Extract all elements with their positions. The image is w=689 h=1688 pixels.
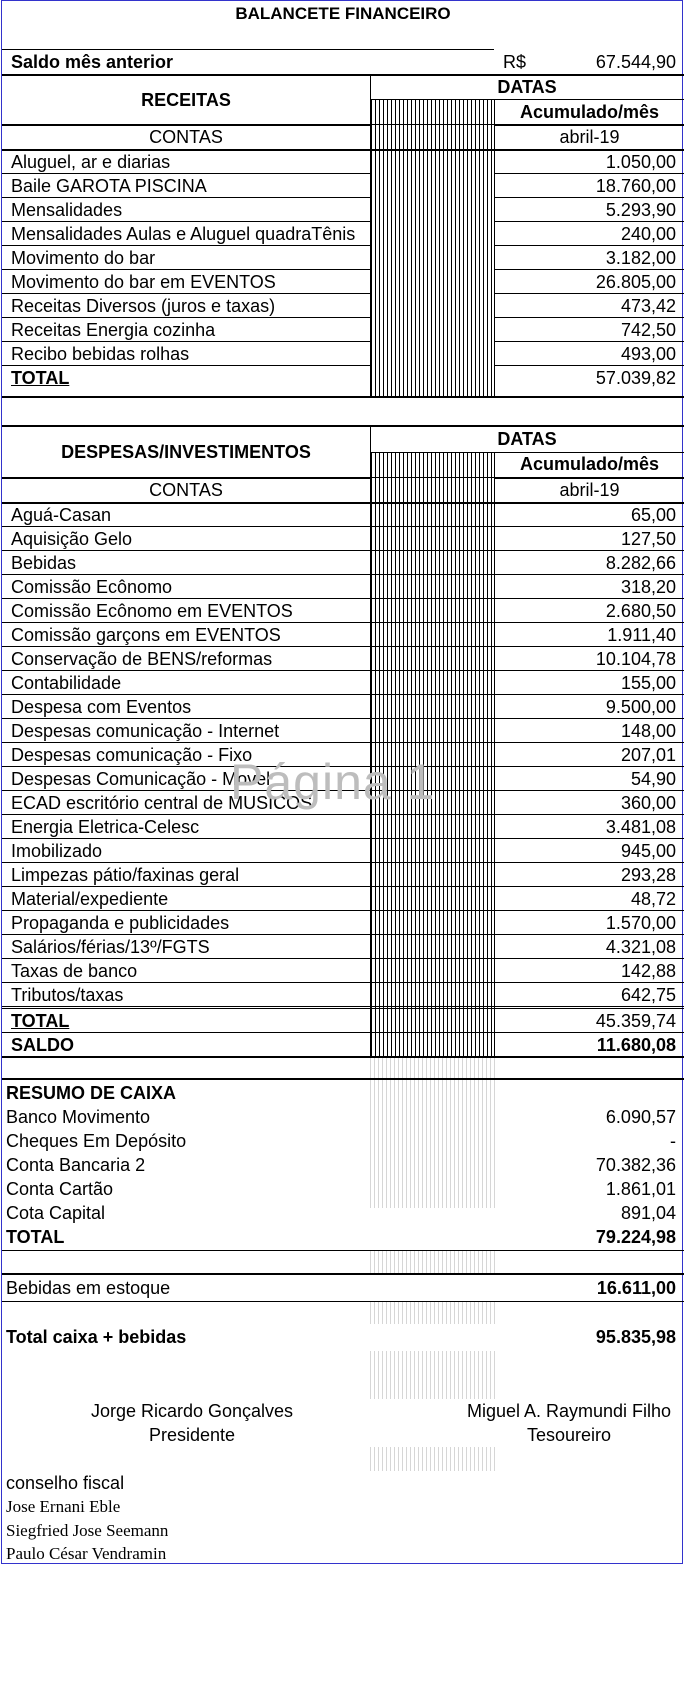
despesas-total-row [2, 1009, 684, 1033]
despesa-item-label: Comissão garçons em EVENTOS [11, 624, 281, 645]
despesa-item-row [2, 863, 684, 887]
despesa-item-row [2, 839, 684, 863]
receitas-month: abril-19 [559, 126, 620, 147]
despesa-item-value: 207,01 [620, 744, 676, 765]
estoque-row [2, 1276, 684, 1300]
receita-item-row [2, 174, 684, 198]
despesa-item-row [2, 935, 684, 959]
resumo-heading: RESUMO DE CAIXA [6, 1082, 177, 1103]
despesa-item-label: Aquisição Gelo [11, 528, 133, 549]
despesa-item-value: 65,00 [630, 504, 676, 525]
resumo-item-value: 6.090,57 [605, 1106, 676, 1127]
saldo-row [2, 1033, 684, 1057]
despesas-total-value: 45.359,74 [595, 1010, 676, 1031]
receita-item-label: Aluguel, ar e diarias [11, 151, 171, 172]
receita-item-label: Movimento do bar em EVENTOS [11, 271, 276, 292]
receita-item-row [2, 318, 684, 342]
despesas-month: abril-19 [559, 479, 620, 500]
resumo-total-row [2, 1225, 684, 1249]
despesa-item-value: 3.481,08 [605, 816, 676, 837]
despesa-item-label: Despesas Comunicação - Movel [11, 768, 271, 789]
receita-item-value: 473,42 [620, 295, 676, 316]
receitas-acumulado-label: Acumulado/mês [519, 102, 660, 122]
despesa-item-value: 642,75 [620, 984, 676, 1005]
saldo-anterior-value: 67.544,90 [595, 52, 676, 72]
despesa-item-row [2, 887, 684, 911]
despesa-item-value: 4.321,08 [605, 936, 676, 957]
despesa-item-label: Bebidas [11, 552, 77, 573]
despesa-item-value: 945,00 [620, 840, 676, 861]
despesa-item-row [2, 695, 684, 719]
receita-item-value: 240,00 [620, 223, 676, 244]
despesa-item-value: 48,72 [630, 888, 676, 909]
despesa-item-label: ECAD escritório central de MUSICOS [11, 792, 313, 813]
despesa-item-value: 1.570,00 [605, 912, 676, 933]
despesa-item-row [2, 671, 684, 695]
despesas-total-label: TOTAL [11, 1010, 70, 1031]
currency-label: R$ [503, 52, 527, 72]
despesa-item-row [2, 551, 684, 575]
despesa-item-value: 9.500,00 [605, 696, 676, 717]
despesa-item-value: 318,20 [620, 576, 676, 597]
estoque-value: 16.611,00 [596, 1277, 676, 1298]
despesa-item-label: Comissão Ecônomo em EVENTOS [11, 600, 293, 621]
despesa-item-label: Energia Eletrica-Celesc [11, 816, 200, 837]
page-watermark: Página 1 [230, 754, 436, 810]
despesa-item-label: Limpezas pátio/faxinas geral [11, 864, 240, 885]
receita-item-row [2, 270, 684, 294]
despesa-item-label: Material/expediente [11, 888, 169, 909]
receita-item-value: 26.805,00 [595, 271, 676, 292]
despesa-item-value: 293,28 [620, 864, 676, 885]
despesa-item-row [2, 719, 684, 743]
receitas-total-value: 57.039,82 [595, 367, 676, 388]
signature-roles-row [2, 1423, 684, 1447]
receita-item-row [2, 150, 684, 174]
resumo-item-value: - [670, 1130, 676, 1151]
receitas-contas-row [2, 125, 684, 149]
despesa-item-label: Aguá-Casan [11, 504, 112, 525]
despesa-item-value: 148,00 [620, 720, 676, 741]
despesa-item-row [2, 911, 684, 935]
president-name: Jorge Ricardo Gonçalves [90, 1400, 294, 1421]
despesa-item-value: 155,00 [620, 672, 676, 693]
treasurer-name: Miguel A. Raymundi Filho [466, 1400, 672, 1421]
resumo-item-value: 70.382,36 [595, 1154, 676, 1175]
receitas-total-label: TOTAL [11, 367, 70, 388]
president-role: Presidente [148, 1424, 236, 1445]
receita-item-row [2, 222, 684, 246]
despesa-item-row [2, 503, 684, 527]
despesa-item-row [2, 575, 684, 599]
treasurer-role: Tesoureiro [526, 1424, 612, 1445]
balance-sheet [1, 0, 683, 1564]
despesa-item-label: Despesas comunicação - Internet [11, 720, 280, 741]
receita-item-label: Receitas Diversos (juros e taxas) [11, 295, 276, 316]
receita-item-row [2, 198, 684, 222]
despesa-item-label: Taxas de banco [11, 960, 138, 981]
conselho-member-row [2, 1519, 684, 1543]
despesa-item-label: Imobilizado [11, 840, 103, 861]
receita-item-row [2, 294, 684, 318]
despesas-acumulado-label: Acumulado/mês [519, 454, 660, 474]
receita-item-label: Recibo bebidas rolhas [11, 343, 190, 364]
receita-item-row [2, 342, 684, 366]
receita-item-value: 18.760,00 [595, 175, 676, 196]
despesa-item-row [2, 623, 684, 647]
resumo-item-label: Conta Bancaria 2 [6, 1154, 146, 1175]
conselho-member: Jose Ernani Eble [6, 1497, 121, 1516]
resumo-item-value: 891,04 [620, 1202, 676, 1223]
total-caixa-row [2, 1324, 684, 1350]
resumo-total-value: 79.224,98 [595, 1226, 676, 1247]
despesa-item-row [2, 815, 684, 839]
receita-item-value: 1.050,00 [605, 151, 676, 172]
resumo-item-row [2, 1177, 684, 1201]
despesas-heading: DESPESAS/INVESTIMENTOS [61, 441, 311, 462]
despesa-item-row [2, 647, 684, 671]
saldo-label: SALDO [11, 1034, 74, 1055]
conselho-member: Siegfried Jose Seemann [6, 1521, 169, 1540]
receita-item-value: 742,50 [620, 319, 676, 340]
title-row [2, 1, 684, 27]
despesa-item-value: 1.911,40 [607, 624, 676, 645]
despesa-item-value: 142,88 [620, 960, 676, 981]
receita-item-value: 5.293,90 [605, 199, 676, 220]
conselho-member-row [2, 1495, 684, 1519]
receita-item-label: Receitas Energia cozinha [11, 319, 216, 340]
receitas-header [2, 75, 684, 125]
receita-item-value: 3.182,00 [605, 247, 676, 268]
despesa-item-value: 8.282,66 [605, 552, 676, 573]
despesa-item-label: Salários/férias/13º/FGTS [11, 936, 210, 957]
page-title: BALANCETE FINANCEIRO [235, 4, 451, 23]
total-caixa-value: 95.835,98 [595, 1326, 676, 1347]
despesa-item-label: Propaganda e publicidades [11, 912, 230, 933]
despesa-item-value: 2.680,50 [605, 600, 676, 621]
receita-item-row [2, 246, 684, 270]
despesa-item-label: Contabilidade [11, 672, 122, 693]
despesa-item-row [2, 983, 684, 1007]
conselho-heading: conselho fiscal [6, 1472, 125, 1493]
despesa-item-value: 360,00 [620, 792, 676, 813]
resumo-item-label: Cheques Em Depósito [6, 1130, 187, 1151]
despesas-datas-label: DATAS [497, 429, 557, 449]
despesa-item-label: Conservação de BENS/reformas [11, 648, 273, 669]
despesa-item-label: Despesas comunicação - Fixo [11, 744, 253, 765]
despesas-contas-row [2, 478, 684, 502]
receitas-contas-label: CONTAS [149, 126, 223, 147]
despesa-item-value: 54,90 [630, 768, 676, 789]
saldo-anterior-label: Saldo mês anterior [11, 52, 174, 72]
resumo-item-row [2, 1153, 684, 1177]
receita-item-label: Movimento do bar [11, 247, 156, 268]
receitas-total-row [2, 366, 684, 390]
despesa-item-label: Despesa com Eventos [11, 696, 192, 717]
resumo-item-label: Conta Cartão [6, 1178, 114, 1199]
receita-item-label: Mensalidades Aulas e Aluguel quadraTênis [11, 223, 356, 244]
estoque-label: Bebidas em estoque [6, 1277, 171, 1298]
despesa-item-value: 10.104,78 [595, 648, 676, 669]
resumo-total-label: TOTAL [6, 1226, 65, 1247]
receitas-datas-label: DATAS [497, 77, 557, 97]
conselho-member: Paulo César Vendramin [6, 1544, 167, 1563]
resumo-item-row [2, 1201, 684, 1225]
despesa-item-row [2, 527, 684, 551]
despesa-item-label: Comissão Ecônomo [11, 576, 173, 597]
conselho-member-row [2, 1543, 684, 1565]
saldo-anterior-row [2, 50, 684, 75]
total-caixa-label: Total caixa + bebidas [6, 1326, 187, 1347]
resumo-item-row [2, 1129, 684, 1153]
signature-names-row [2, 1399, 684, 1423]
despesa-item-value: 127,50 [620, 528, 676, 549]
receita-item-label: Mensalidades [11, 199, 123, 220]
receita-item-value: 493,00 [620, 343, 676, 364]
resumo-item-label: Cota Capital [6, 1202, 106, 1223]
resumo-item-row [2, 1105, 684, 1129]
despesas-contas-label: CONTAS [149, 479, 223, 500]
resumo-item-value: 1.861,01 [605, 1178, 676, 1199]
receita-item-label: Baile GAROTA PISCINA [11, 175, 207, 196]
receitas-heading: RECEITAS [141, 89, 231, 110]
resumo-item-label: Banco Movimento [6, 1106, 151, 1127]
saldo-value: 11.680,08 [596, 1034, 676, 1055]
resumo-heading-row [2, 1081, 684, 1105]
despesa-item-label: Tributos/taxas [11, 984, 124, 1005]
despesa-item-row [2, 959, 684, 983]
conselho-heading-row [2, 1471, 684, 1495]
despesa-item-row [2, 599, 684, 623]
